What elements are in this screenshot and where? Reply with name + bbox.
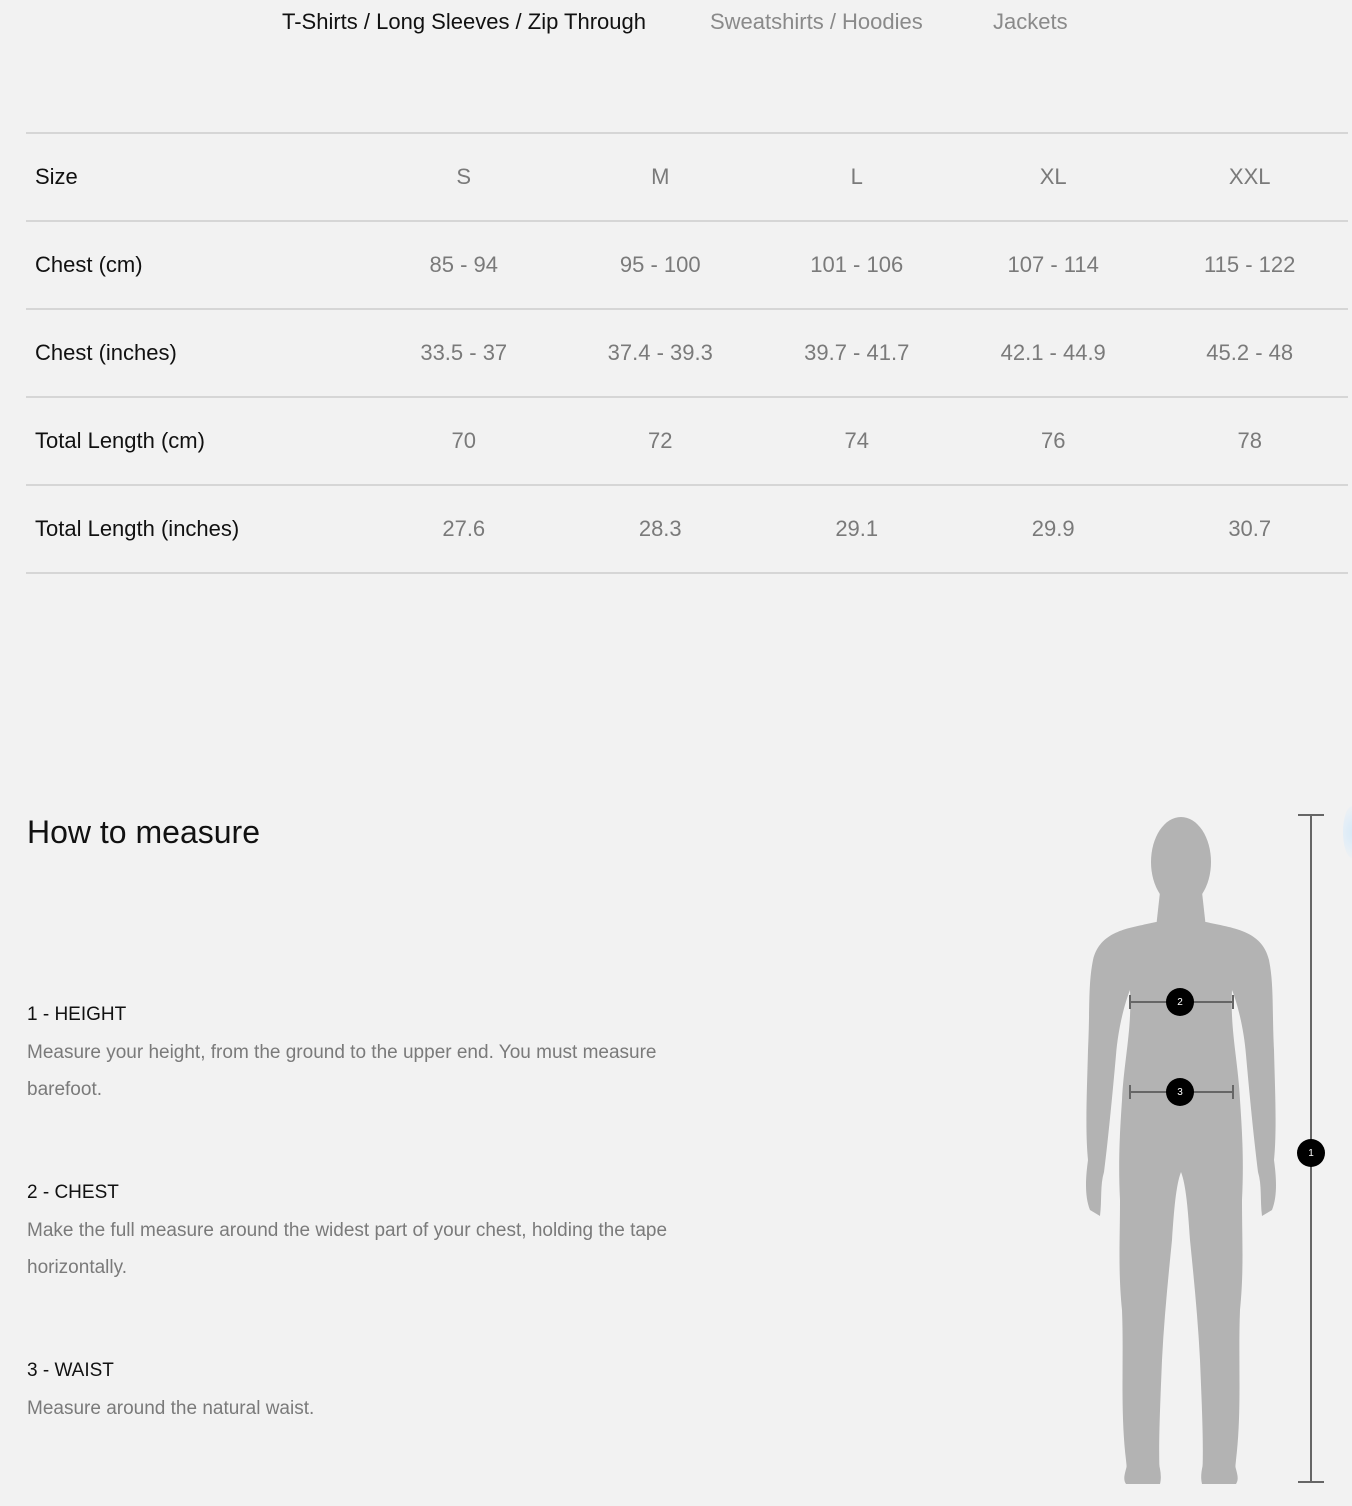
step-description: Measure your height, from the ground to the upper end. You must measure barefoot. [27, 1042, 657, 1100]
table-cell: 72 [648, 428, 673, 453]
table-cell: 76 [1040, 428, 1066, 453]
table-cell: 107 - 114 [1007, 252, 1099, 277]
row-label: Total Length (inches) [35, 516, 240, 541]
how-to-measure-title: How to measure [27, 814, 260, 850]
marker-height [1297, 1139, 1325, 1167]
row-label: Size [35, 164, 78, 189]
table-row-length-cm [26, 397, 1348, 485]
table-row-chest-cm [26, 221, 1348, 309]
category-tabs [0, 0, 1352, 46]
body-figure [1060, 800, 1352, 1500]
step-title: 1 - HEIGHT [27, 1004, 127, 1025]
table-cell: 33.5 - 37 [420, 340, 508, 365]
table-cell: 95 - 100 [619, 252, 701, 277]
measure-step-chest [27, 1180, 707, 1286]
table-cell: 42.1 - 44.9 [1000, 340, 1106, 365]
marker-label: 3 [1177, 1087, 1183, 1098]
table-cell: 101 - 106 [810, 252, 904, 277]
measure-step-height [27, 1002, 707, 1108]
table-cell: 115 - 122 [1204, 252, 1296, 277]
table-cell: 74 [844, 428, 869, 453]
marker-chest [1166, 988, 1194, 1016]
table-cell: 45.2 - 48 [1206, 340, 1294, 365]
table-row-chest-inches [26, 309, 1348, 397]
human-body-figure-icon [1060, 800, 1352, 1500]
table-cell: 29.9 [1031, 516, 1075, 541]
table-cell: 27.6 [442, 516, 486, 541]
size-table [26, 132, 1348, 574]
tab-sweatshirts[interactable]: Sweatshirts / Hoodies [710, 9, 923, 34]
step-description: Measure around the natural waist. [27, 1398, 315, 1419]
table-row-size [26, 133, 1348, 221]
table-row-length-inches [26, 485, 1348, 573]
marker-waist [1166, 1078, 1194, 1106]
table-cell: 28.3 [638, 516, 682, 541]
marker-label: 2 [1177, 997, 1183, 1008]
measure-step-waist [27, 1358, 707, 1427]
row-label: Chest (inches) [35, 340, 177, 365]
table-cell: XXL [1228, 164, 1271, 189]
table-cell: 37.4 - 39.3 [607, 340, 713, 365]
step-title: 2 - CHEST [27, 1182, 119, 1203]
row-label: Total Length (cm) [35, 428, 205, 453]
marker-label: 1 [1308, 1148, 1314, 1159]
table-cell: 70 [451, 428, 476, 453]
table-cell: S [456, 164, 472, 189]
table-cell: 78 [1237, 428, 1262, 453]
table-cell: 39.7 - 41.7 [804, 340, 910, 365]
row-label: Chest (cm) [35, 252, 143, 277]
table-cell: M [651, 164, 670, 189]
tab-tshirts[interactable]: T-Shirts / Long Sleeves / Zip Through [282, 9, 646, 34]
table-cell: 29.1 [835, 516, 879, 541]
step-title: 3 - WAIST [27, 1360, 114, 1381]
table-cell: 30.7 [1228, 516, 1272, 541]
table-cell: XL [1039, 164, 1067, 189]
table-cell: 85 - 94 [429, 252, 498, 277]
table-cell: L [850, 164, 863, 189]
step-description: Make the full measure around the widest part of your chest, holding the tape horizontally. [27, 1220, 668, 1278]
tab-jackets[interactable]: Jackets [993, 9, 1068, 34]
